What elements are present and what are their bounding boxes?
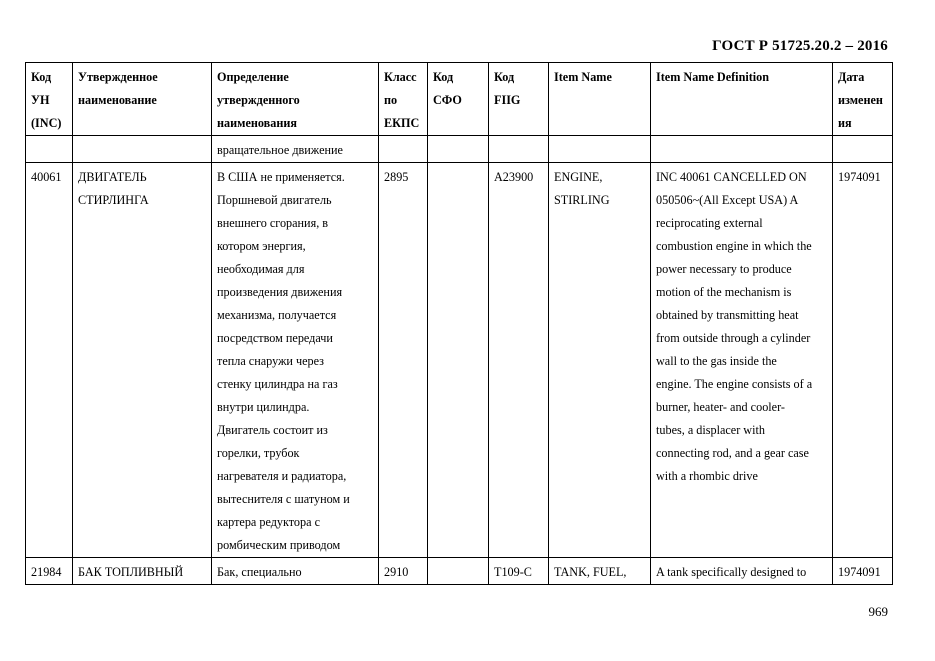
text-line: burner, heater- and cooler- [656,400,785,414]
cell-ekps [379,558,428,585]
text-line: INC 40061 CANCELLED ON [656,170,807,184]
text-line: connecting rod, and a gear case [656,446,809,460]
text-line: посредством передачи [217,331,333,345]
header-line: СФО [433,93,462,107]
text-line: tubes, a displacer with [656,423,765,437]
cell-name [73,136,212,163]
page-number: 969 [868,604,888,619]
text-line: внешнего сгорания, в [217,216,329,230]
text-line: БАК ТОПЛИВНЫЙ [78,565,184,579]
text-line: СТИРЛИНГА [78,193,149,207]
text-line: Поршневой двигатель [217,193,332,207]
text-line: TANK, FUEL, [554,565,627,579]
cell-item-definition [651,558,833,585]
text-line: произведения движения [217,285,343,299]
cell-definition [212,136,379,163]
text-line: 21984 [31,565,62,579]
cell-inc [26,558,73,585]
cell-date [833,163,893,558]
header-item-name [549,63,651,136]
text-line: 1974091 [838,170,881,184]
header-line: ия [838,116,852,130]
text-line: механизма, получается [217,308,337,322]
cell-sfo [428,163,489,558]
text-line: engine. The engine consists of a [656,377,813,391]
header-line: утвержденного [217,93,300,107]
cell-ekps [379,136,428,163]
cell-fiig [489,163,549,558]
text-line: горелки, трубок [217,446,300,460]
document-header: ГОСТ Р 51725.20.2 – 2016 [712,38,888,54]
table-header-row [26,63,893,136]
text-line: obtained by transmitting heat [656,308,799,322]
header-line: ЕКПС [384,116,420,130]
cell-item-name [549,136,651,163]
cell-sfo [428,136,489,163]
cell-item-name [549,558,651,585]
header-line: Item Name [554,70,612,84]
text-line: T109-C [494,565,532,579]
cell-date [833,558,893,585]
cell-item-definition [651,163,833,558]
text-line: reciprocating external [656,216,763,230]
cell-inc [26,136,73,163]
text-line: 2895 [384,170,409,184]
continuation-row [26,136,893,163]
header-definition [212,63,379,136]
header-line: Дата [838,70,865,84]
text-line: внутри цилиндра. [217,400,310,414]
text-line: вытеснителя с шатуном и [217,492,350,506]
text-line: необходимая для [217,262,305,276]
header-date [833,63,893,136]
table-row [26,558,893,585]
text-line: combustion engine in which the [656,239,812,253]
text-line: A23900 [494,170,534,184]
header-line: изменен [838,93,883,107]
text-line: В США не применяется. [217,170,345,184]
header-name [73,63,212,136]
text-line: Бак, специально [217,565,302,579]
header-line: (INC) [31,116,62,130]
text-line: картера редуктора с [217,515,320,529]
cell-fiig [489,136,549,163]
header-fiig [489,63,549,136]
text-line: from outside through a cylinder [656,331,811,345]
definition-line: вращательное движение [217,143,343,157]
text-line: STIRLING [554,193,610,207]
text-line: 050506~(All Except USA) A [656,193,799,207]
cell-inc [26,163,73,558]
header-sfo [428,63,489,136]
text-line: motion of the mechanism is [656,285,792,299]
header-line: по [384,93,398,107]
header-line: Код [494,70,515,84]
header-line: Код [433,70,454,84]
header-inc [26,63,73,136]
header-ekps [379,63,428,136]
cell-definition [212,163,379,558]
header-line: УН [31,93,50,107]
table-row [26,163,893,558]
header-line: наименования [217,116,297,130]
classification-table [25,62,893,585]
text-line: 2910 [384,565,409,579]
cell-item-definition [651,136,833,163]
header-line: Утвержденное [78,70,158,84]
text-line: стенку цилиндра на газ [217,377,338,391]
text-line: котором энергия, [217,239,306,253]
text-line: нагревателя и радиатора, [217,469,347,483]
text-line: Двигатель состоит из [217,423,328,437]
cell-ekps [379,163,428,558]
header-item-definition [651,63,833,136]
cell-fiig [489,558,549,585]
text-line: 1974091 [838,565,881,579]
header-line: наименование [78,93,157,107]
header-line: FIIG [494,93,521,107]
text-line: ромбическим приводом [217,538,341,552]
header-line: Класс [384,70,417,84]
cell-definition [212,558,379,585]
cell-name [73,163,212,558]
text-line: ДВИГАТЕЛЬ [78,170,147,184]
cell-date [833,136,893,163]
text-line: wall to the gas inside the [656,354,777,368]
text-line: ENGINE, [554,170,603,184]
text-line: 40061 [31,170,62,184]
cell-sfo [428,558,489,585]
text-line: тепла снаружи через [217,354,324,368]
text-line: with a rhombic drive [656,469,758,483]
text-line: power necessary to produce [656,262,792,276]
cell-name [73,558,212,585]
header-line: Код [31,70,52,84]
text-line: A tank specifically designed to [656,565,807,579]
header-line: Item Name Definition [656,70,770,84]
header-line: Определение [217,70,289,84]
cell-item-name [549,163,651,558]
